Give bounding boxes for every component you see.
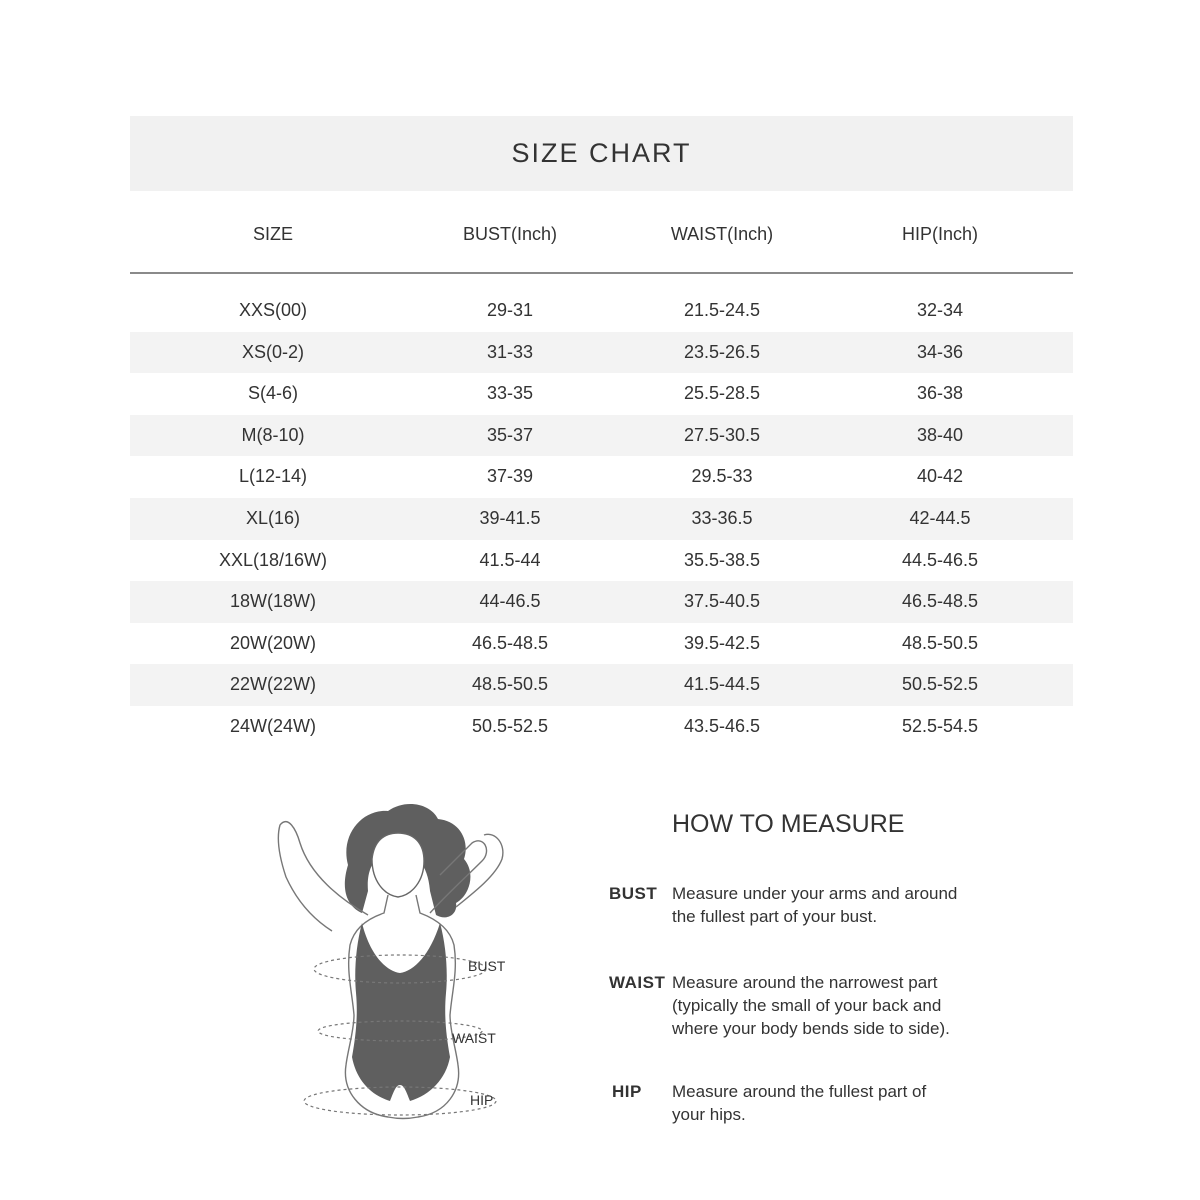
- face-shape: [372, 833, 424, 897]
- hip-measure-ring: [304, 1087, 496, 1115]
- header-waist: WAIST(Inch): [670, 224, 774, 244]
- table-row: [130, 373, 1073, 415]
- header-bust: BUST(Inch): [462, 224, 558, 244]
- measure-label-waist: WAIST: [609, 973, 666, 992]
- table-row: [130, 290, 1073, 332]
- size-cell: 22W(22W): [229, 674, 316, 695]
- hip-cell: 36-38: [916, 383, 964, 404]
- size-cell: S(4-6): [247, 383, 298, 404]
- figure-label-bust: BUST: [468, 958, 506, 974]
- bust-cell: 44-46.5: [479, 591, 541, 612]
- measure-line: Measure around the fullest part of: [672, 1082, 927, 1101]
- waist-cell: 25.5-28.5: [683, 383, 761, 404]
- table-row: [130, 540, 1073, 582]
- bust-cell: 33-35: [486, 383, 534, 404]
- measure-text-bust: [672, 882, 992, 928]
- table-row: [130, 415, 1073, 457]
- measure-line: Measure under your arms and around: [672, 884, 958, 903]
- waist-cell: 23.5-26.5: [683, 341, 761, 362]
- measure-label-bust: BUST: [609, 884, 658, 903]
- size-cell: M(8-10): [241, 424, 305, 445]
- table-row: [130, 498, 1073, 540]
- hip-cell: 34-36: [916, 341, 964, 362]
- measure-label-hip: HIP: [612, 1082, 642, 1101]
- bust-cell: 37-39: [486, 466, 534, 487]
- measure-line: (typically the small of your back and: [672, 996, 942, 1015]
- bust-cell: 48.5-50.5: [471, 674, 549, 695]
- size-cell: XXS(00): [238, 300, 308, 320]
- size-cell: 18W(18W): [229, 591, 316, 612]
- header-hip: HIP(Inch): [901, 224, 979, 244]
- measure-text-waist: [672, 971, 992, 1040]
- swimsuit-shape: [352, 923, 450, 1101]
- bust-cell: 39-41.5: [479, 507, 541, 528]
- waist-cell: 21.5-24.5: [683, 300, 761, 320]
- measure-line: Measure around the narrowest part: [672, 973, 938, 992]
- waist-cell: 29.5-33: [691, 466, 753, 487]
- hip-cell: 40-42: [916, 466, 964, 487]
- waist-cell: 33-36.5: [691, 507, 753, 528]
- table-row: [130, 623, 1073, 665]
- hip-cell: 46.5-48.5: [901, 591, 979, 612]
- size-cell: XS(0-2): [241, 341, 304, 362]
- bust-cell: 50.5-52.5: [471, 715, 549, 736]
- size-table-body: [130, 290, 1073, 748]
- waist-cell: 27.5-30.5: [683, 424, 761, 445]
- waist-cell: 41.5-44.5: [683, 674, 761, 695]
- hip-cell: 38-40: [916, 424, 964, 445]
- measure-line: your hips.: [672, 1105, 746, 1124]
- header-size: SIZE: [252, 224, 293, 244]
- waist-cell: 35.5-38.5: [683, 549, 761, 570]
- size-cell: XL(16): [245, 507, 301, 528]
- measure-text-hip: [672, 1080, 992, 1126]
- size-cell: 24W(24W): [229, 715, 316, 736]
- measure-line: the fullest part of your bust.: [672, 907, 878, 926]
- waist-cell: 43.5-46.5: [683, 715, 761, 736]
- size-cell: L(12-14): [238, 466, 308, 487]
- figure-label-hip: HIP: [470, 1092, 494, 1108]
- bust-cell: 46.5-48.5: [471, 632, 549, 653]
- bust-cell: 29-31: [486, 300, 534, 320]
- title-band: [130, 116, 1073, 191]
- waist-cell: 37.5-40.5: [683, 591, 761, 612]
- measure-line: where your body bends side to side).: [672, 1019, 950, 1038]
- size-cell: 20W(20W): [229, 632, 316, 653]
- header-divider: [130, 272, 1073, 274]
- table-header: [130, 210, 1073, 260]
- bust-cell: 41.5-44: [479, 549, 541, 570]
- table-row: [130, 581, 1073, 623]
- size-cell: XXL(18/16W): [218, 549, 328, 570]
- table-row: [130, 456, 1073, 498]
- hip-cell: 42-44.5: [909, 507, 971, 528]
- table-row: [130, 664, 1073, 706]
- hip-cell: 32-34: [916, 300, 964, 320]
- how-to-measure-title: HOW TO MEASURE: [672, 810, 905, 838]
- table-row: [130, 332, 1073, 374]
- waist-cell: 39.5-42.5: [683, 632, 761, 653]
- hip-cell: 44.5-46.5: [901, 549, 979, 570]
- bust-cell: 35-37: [486, 424, 534, 445]
- chart-title: SIZE CHART: [511, 138, 692, 168]
- bust-cell: 31-33: [486, 341, 534, 362]
- figure-label-waist: WAIST: [452, 1030, 496, 1046]
- hip-cell: 48.5-50.5: [901, 632, 979, 653]
- table-row: [130, 706, 1073, 748]
- hip-cell: 52.5-54.5: [901, 715, 979, 736]
- hip-cell: 50.5-52.5: [901, 674, 979, 695]
